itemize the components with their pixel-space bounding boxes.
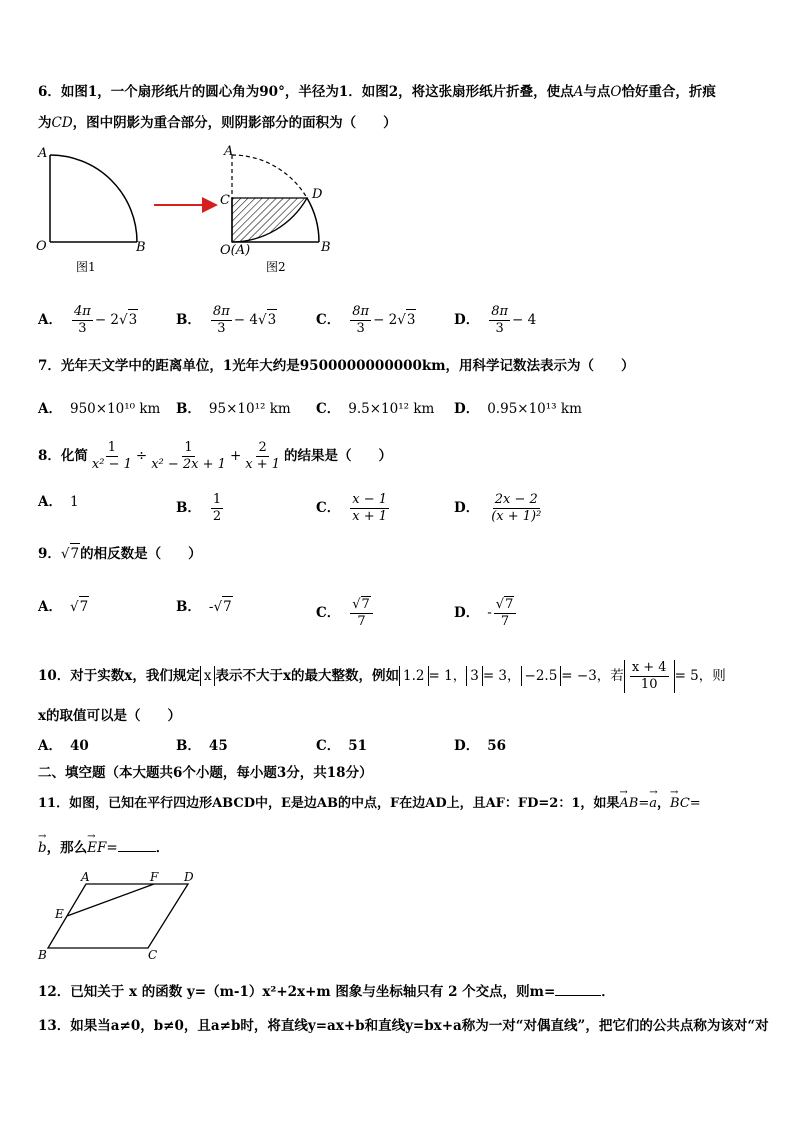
fig2-label-B: B (321, 240, 331, 255)
fig2-label-OA: O(A) (220, 243, 251, 258)
q6-option-c[interactable]: C． $\frac{8\pi}{3}$ − 2√3 (316, 304, 416, 336)
q8-option-b[interactable]: B． $\frac{1}{2}$ (176, 492, 222, 524)
q6-figures (30, 140, 350, 280)
q8-option-c[interactable]: C． $\frac{x - 1}{x + 1}$ (316, 492, 388, 524)
fig1-label-A: A (38, 146, 48, 161)
q7-text: 7．光年天文学中的距离单位，1光年大约是9500000000000km，用科学记数法表示为（ ） (38, 358, 635, 374)
q11-label-F: F (150, 870, 159, 884)
q11-line1: 11．如图，已知在平行四边形ABCD中，E是边AB的中点，F在边AD上，且AF：FD=2：1，如果→ AB=→ a，→ BC= (38, 794, 701, 814)
fig1-label-B: B (136, 240, 146, 255)
q10-option-b[interactable]: B． 45 (176, 738, 228, 754)
fig1-caption: 图1 (76, 260, 96, 274)
q9-option-a[interactable]: A． √7 (38, 596, 89, 617)
q11-label-A: A (81, 870, 90, 884)
q8-option-d[interactable]: D． $\frac{2x - 2}{\text{(x + 1)²}}$ (454, 492, 542, 524)
q10-line2: x的取值可以是（ ） (38, 708, 182, 724)
q9-option-d[interactable]: D． - $\frac{√7}{7}$ (454, 596, 518, 630)
fig2-label-C: C (220, 193, 230, 208)
q6-option-a[interactable]: A． $\frac{4\pi}{3}$ − 2√3 (38, 304, 138, 336)
q7-option-c[interactable]: C． 9.5×10¹² km (316, 401, 435, 417)
q9-text: 9．√7的相反数是（ ） (38, 543, 202, 564)
fig2-label-A: A (224, 144, 234, 159)
fig2-caption: 图2 (266, 260, 286, 274)
q6-line2: 为CD，图中阴影为重合部分，则阴影部分的面积为（ ） (38, 115, 397, 131)
q10-option-d[interactable]: D． 56 (454, 738, 507, 754)
q6-option-b[interactable]: B． $\frac{8\pi}{3}$ − 4√3 (176, 304, 277, 336)
q11-line2: → b，那么→ EF= ． (38, 838, 169, 858)
section-2-heading: 二、填空题（本大题共6个小题，每小题3分，共18分） (38, 765, 373, 781)
q6-line1: 6．如图1，一个扇形纸片的圆心角为90°，半径为1．如图2，将这张扇形纸片折叠，使点A与点O恰好重合，折痕 (38, 84, 716, 100)
q7-option-d[interactable]: D． 0.95×10¹³ km (454, 401, 582, 417)
q6-option-d[interactable]: D． $\frac{8\pi}{3}$ − 4 (454, 304, 537, 336)
q8-text: 8．化简 $\frac{1}{\text{x² − 1}}$ ÷ $\frac{1}{\text{x² − 2x + 1}}$ + $\frac{2}{x + 1}$ 的结果是（ ） (38, 440, 393, 472)
q12-text: 12．已知关于 x 的函数 y=（m-1）x²+2x+m 图象与坐标轴只有 2 个交点，则m= ． (38, 984, 615, 1000)
q11-label-B: B (38, 948, 47, 962)
fig1-label-O: O (36, 239, 47, 254)
q9-option-c[interactable]: C． $\frac{√7}{7}$ (316, 596, 375, 630)
q11-label-E: E (55, 907, 64, 921)
fig2-label-D: D (312, 187, 323, 202)
figure-2-folded-sector (232, 155, 319, 242)
q7-option-a[interactable]: A． 950×10¹⁰ km (38, 401, 161, 417)
figure-1-sector (50, 155, 137, 242)
q10-line1: 10．对于实数x，我们规定 x 表示不大于x的最大整数，例如 1.2 = 1， 3 = 3， −2.5 = −3，若 $\frac{x + 4}{10}$ = 5，则 (38, 660, 726, 692)
q11-label-D: D (184, 870, 194, 884)
q11-label-C: C (148, 948, 158, 962)
q7-option-b[interactable]: B． 95×10¹² km (176, 401, 291, 417)
q13-text: 13．如果当a≠0，b≠0，且a≠b时，将直线y=ax+b和直线y=bx+a称为一对“对偶直线”，把它们的公共点称为该对“对 (38, 1018, 769, 1034)
q10-option-c[interactable]: C． 51 (316, 738, 368, 754)
q8-option-a[interactable]: A． 1 (38, 494, 79, 510)
shaded-region (232, 198, 307, 242)
q12-answer-blank[interactable] (555, 995, 601, 996)
q11-parallelogram-figure (36, 868, 201, 964)
q9-option-b[interactable]: B． -√7 (176, 596, 233, 617)
q11-answer-blank[interactable] (118, 851, 156, 852)
q10-option-a[interactable]: A． 40 (38, 738, 89, 754)
